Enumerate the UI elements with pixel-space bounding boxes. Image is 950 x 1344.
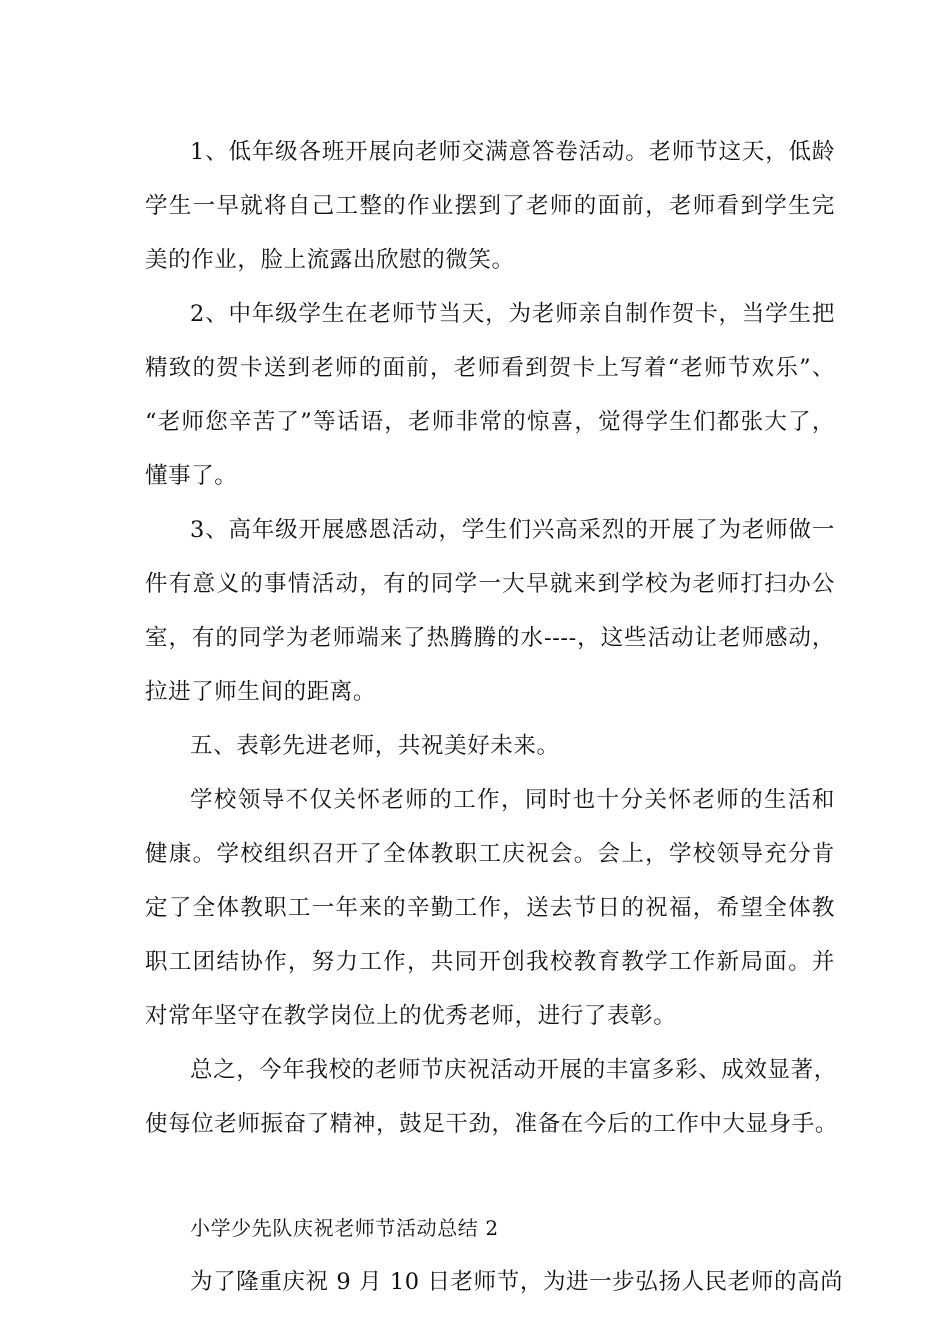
blank-gap <box>145 1151 835 1201</box>
text-line: 2、中年级学生在老师节当天，为老师亲自制作贺卡，当学生把 <box>190 301 835 327</box>
paragraph-2 <box>145 287 835 503</box>
text-line: 为了隆重庆祝 9 月 10 日老师节，为进一步弘扬人民老师的高尚 <box>190 1269 844 1295</box>
text-line: 拉进了师生间的距离。 <box>145 679 377 705</box>
document-page <box>145 125 844 1309</box>
text-line: 学生一早就将自己工整的作业摆到了老师的面前，老师看到学生完 <box>145 193 835 219</box>
text-line: 3、高年级开展感恩活动，学生们兴高采烈的开展了为老师做一 <box>190 517 835 543</box>
text-line: 懂事了。 <box>145 463 238 489</box>
text-line: 学校领导不仅关怀老师的工作，同时也十分关怀老师的生活和 <box>190 787 835 813</box>
text-line: 精致的贺卡送到老师的面前，老师看到贺卡上写着“老师节欢乐”、 <box>145 355 835 381</box>
text-line: 对常年坚守在教学岗位上的优秀老师，进行了表彰。 <box>145 1003 677 1029</box>
paragraph-5 <box>145 773 835 1043</box>
paragraph-1 <box>145 125 835 287</box>
text-line: 美的作业，脸上流露出欣慰的微笑。 <box>145 247 515 273</box>
text-line: 定了全体教职工一年来的辛勤工作，送去节日的祝福，希望全体教 <box>145 895 835 921</box>
text-line: 室，有的同学为老师端来了热腾腾的水----，这些活动让老师感动， <box>145 625 835 651</box>
text-line: 1、低年级各班开展向老师交满意答卷活动。老师节这天，低龄 <box>190 139 835 165</box>
paragraph-3 <box>145 503 835 719</box>
text-line: 总之，今年我校的老师节庆祝活动开展的丰富多彩、成效显著， <box>190 1057 837 1083</box>
text-line: 五、表彰先进老师，共祝美好未来。 <box>190 733 560 759</box>
section-heading-5 <box>145 719 835 773</box>
text-line: 使每位老师振奋了精神，鼓足干劲，准备在今后的工作中大显身手。 <box>145 1111 839 1137</box>
section-title: 小学少先队庆祝老师节活动总结 2 <box>190 1216 499 1240</box>
text-line: 件有意义的事情活动，有的同学一大早就来到学校为老师打扫办公 <box>145 571 835 597</box>
paragraph-6 <box>145 1043 839 1151</box>
text-line: 职工团结协作，努力工作，共同开创我校教育教学工作新局面。并 <box>145 949 835 975</box>
text-line: 健康。学校组织召开了全体教职工庆祝会。会上，学校领导充分肯 <box>145 841 835 867</box>
text-line: “老师您辛苦了”等话语，老师非常的惊喜，觉得学生们都张大了， <box>145 409 835 435</box>
